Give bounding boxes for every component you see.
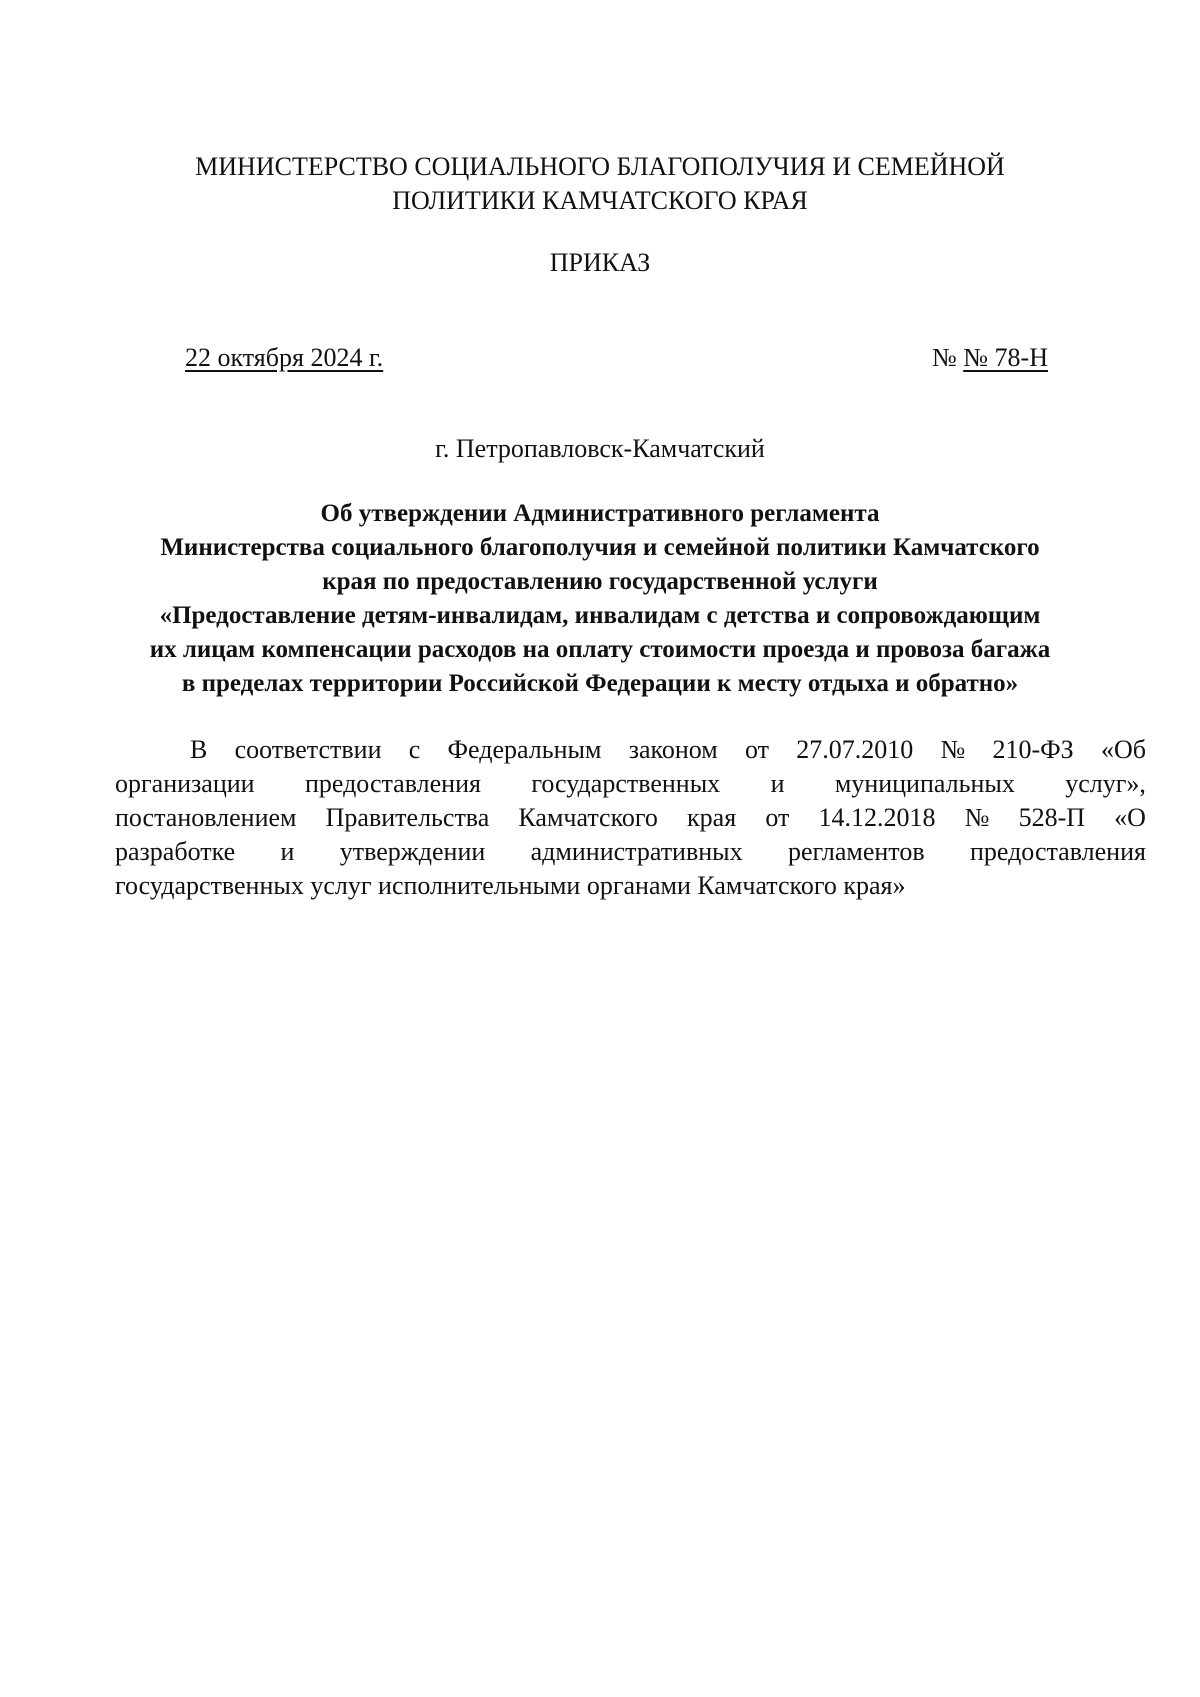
document-type: ПРИКАЗ — [549, 248, 651, 277]
body-word: 14.12.2018 — [818, 803, 936, 832]
body-word: Правительства — [325, 803, 490, 832]
body-word: и — [770, 769, 785, 798]
body-word: административных — [530, 837, 743, 866]
body-line: государственных услуг исполнительными органами Камчатского края» — [115, 871, 906, 900]
order-number — [932, 341, 1048, 375]
body-word: 210-ФЗ — [992, 735, 1074, 764]
body-word: постановлением — [115, 803, 297, 832]
body-word: государственных — [531, 769, 721, 798]
body-word: «Об — [1100, 735, 1146, 764]
body-word: В — [190, 735, 208, 764]
body-word: края — [687, 803, 737, 832]
body-word: предоставления — [304, 769, 481, 798]
body-word: «О — [1114, 803, 1146, 832]
body-line — [190, 733, 1146, 767]
body-word: № — [940, 735, 966, 764]
body-word: от — [765, 803, 790, 832]
body-word: Камчатского — [518, 803, 658, 832]
body-word: 528-П — [1018, 803, 1086, 832]
body-word: муниципальных — [834, 769, 1015, 798]
body-word: и — [280, 837, 295, 866]
order-number-value: № 78-Н — [963, 343, 1048, 372]
body-line — [115, 801, 1146, 835]
body-word: утверждении — [339, 837, 486, 866]
ministry-name-line-1: МИНИСТЕРСТВО СОЦИАЛЬНОГО БЛАГОПОЛУЧИЯ И СЕМЕЙНОЙ — [195, 152, 1005, 181]
order-date-value: 22 октября 2024 г. — [185, 343, 384, 372]
title-line: Об утверждении Административного регламента — [320, 500, 880, 527]
body-word: 27.07.2010 — [796, 735, 914, 764]
title-line: «Предоставление детям-инвалидам, инвалидам с детства и сопровождающим — [159, 602, 1041, 629]
order-date — [185, 341, 383, 375]
body-word: регламентов — [788, 837, 925, 866]
ministry-name-line-2: ПОЛИТИКИ КАМЧАТСКОГО КРАЯ — [392, 186, 808, 215]
body-word: разработке — [115, 837, 236, 866]
body-word: от — [744, 735, 769, 764]
title-line: в пределах территории Российской Федерации к месту отдыха и обратно» — [181, 670, 1019, 697]
body-line — [115, 835, 1146, 869]
body-word: соответствии — [234, 735, 382, 764]
body-word: № — [964, 803, 990, 832]
title-line: Министерства социального благополучия и семейной политики Камчатского — [160, 534, 1040, 561]
body-word: с — [408, 735, 421, 764]
body-line — [115, 767, 1146, 801]
body-word: предоставления — [969, 837, 1146, 866]
city-name: г. Петропавловск-Камчатский — [435, 434, 765, 463]
order-number-prefix: № — [931, 343, 957, 372]
body-word: организации — [115, 769, 255, 798]
body-word: законом — [628, 735, 718, 764]
body-word: Федеральным — [447, 735, 602, 764]
title-line: их лицам компенсации расходов на оплату стоимости проезда и провоза багажа — [149, 636, 1051, 663]
title-line: края по предоставлению государственной услуги — [322, 568, 878, 595]
body-word: услуг», — [1065, 769, 1146, 798]
